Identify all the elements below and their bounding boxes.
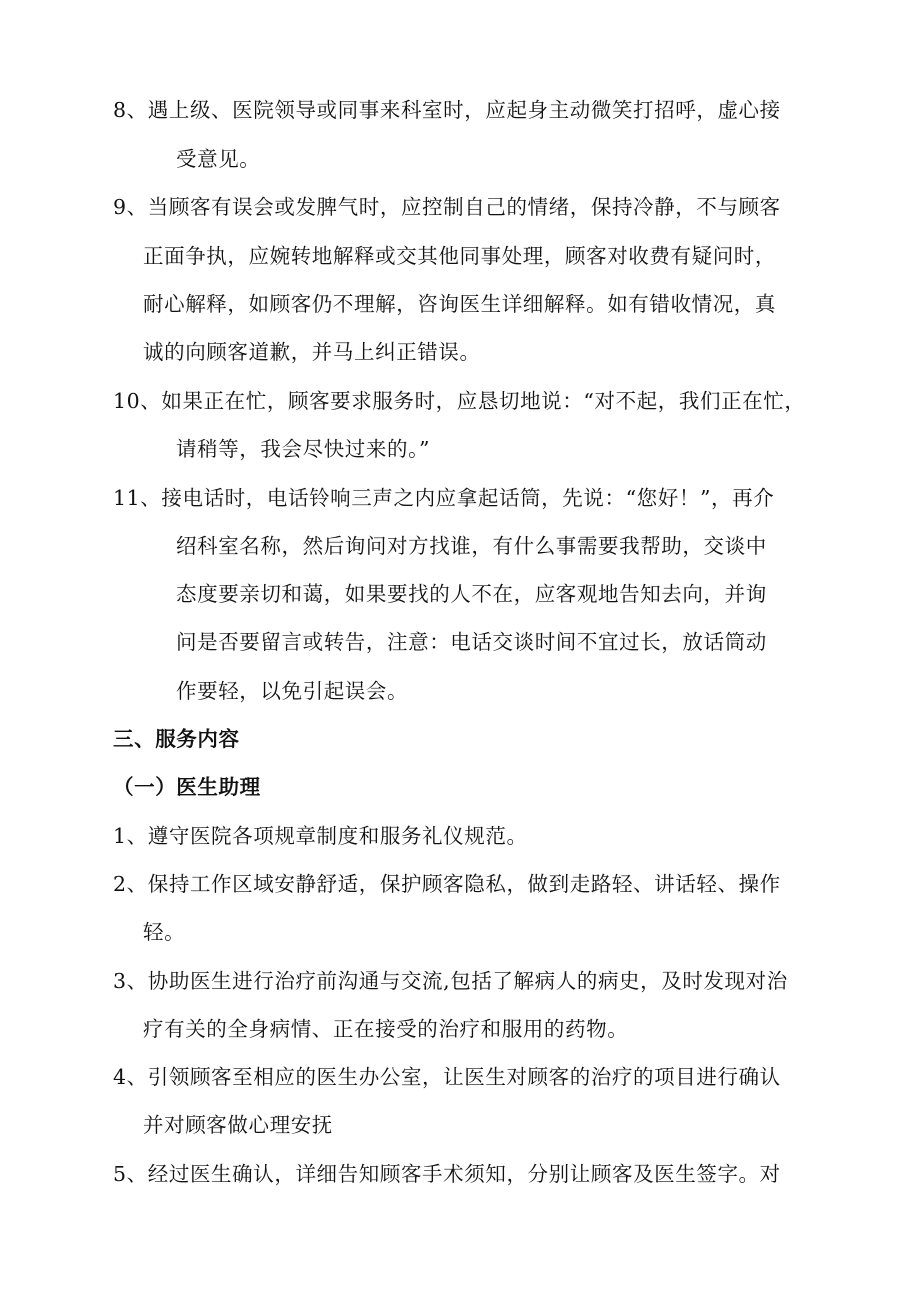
item-8-line-1: 8、遇上级、医院领导或同事来科室时，应起身主动微笑打招呼，虚心接	[113, 98, 781, 122]
service-item-4-line-1: 4、引领顾客至相应的医生办公室，让医生对顾客的治疗的项目进行确认	[113, 1065, 781, 1089]
item-9-line-4: 诚的向顾客道歉，并马上纠正错误。	[143, 340, 481, 364]
service-item-3-line-1: 3、协助医生进行治疗前沟通与交流,包括了解病人的病史，及时发现对治	[113, 969, 788, 993]
item-11-line-1: 11、接电话时，电话铃响三声之内应拿起话筒，先说：“您好！”，再介	[113, 486, 775, 510]
item-11-line-4: 问是否要留言或转告，注意：电话交谈时间不宜过长，放话筒动	[176, 630, 767, 654]
item-9-line-2: 正面争执，应婉转地解释或交其他同事处理，顾客对收费有疑问时，	[143, 244, 776, 268]
service-item-2-line-2: 轻。	[143, 920, 186, 944]
service-item-2-line-1: 2、保持工作区域安静舒适，保护顾客隐私，做到走路轻、讲话轻、操作	[113, 872, 781, 896]
subsection-heading: （一）医生助理	[113, 775, 261, 799]
service-item-4-line-2: 并对顾客做心理安抚	[143, 1113, 333, 1137]
item-9-line-1: 9、当顾客有误会或发脾气时，应控制自己的情绪，保持冷静，不与顾客	[113, 195, 781, 219]
item-11-line-5: 作要轻，以免引起误会。	[176, 679, 409, 703]
item-10-line-1: 10、如果正在忙，顾客要求服务时，应恳切地说：“对不起，我们正在忙，	[113, 389, 806, 413]
service-item-1-line-1: 1、遵守医院各项规章制度和服务礼仪规范。	[113, 824, 528, 848]
service-item-3-line-2: 疗有关的全身病情、正在接受的治疗和服用的药物。	[143, 1017, 629, 1041]
item-11-line-3: 态度要亲切和蔼，如果要找的人不在，应客观地告知去向，并询	[176, 582, 767, 606]
service-item-5-line-1: 5、经过医生确认，详细告知顾客手术须知，分别让顾客及医生签字。对	[113, 1162, 781, 1186]
item-9-line-3: 耐心解释，如顾客仍不理解，咨询医生详细解释。如有错收情况，真	[143, 292, 776, 316]
item-10-line-2: 请稍等，我会尽快过来的。”	[176, 437, 431, 461]
item-11-line-2: 绍科室名称，然后询问对方找谁，有什么事需要我帮助，交谈中	[176, 534, 767, 558]
section-heading: 三、服务内容	[113, 727, 240, 751]
item-8-line-2: 受意见。	[176, 147, 261, 171]
